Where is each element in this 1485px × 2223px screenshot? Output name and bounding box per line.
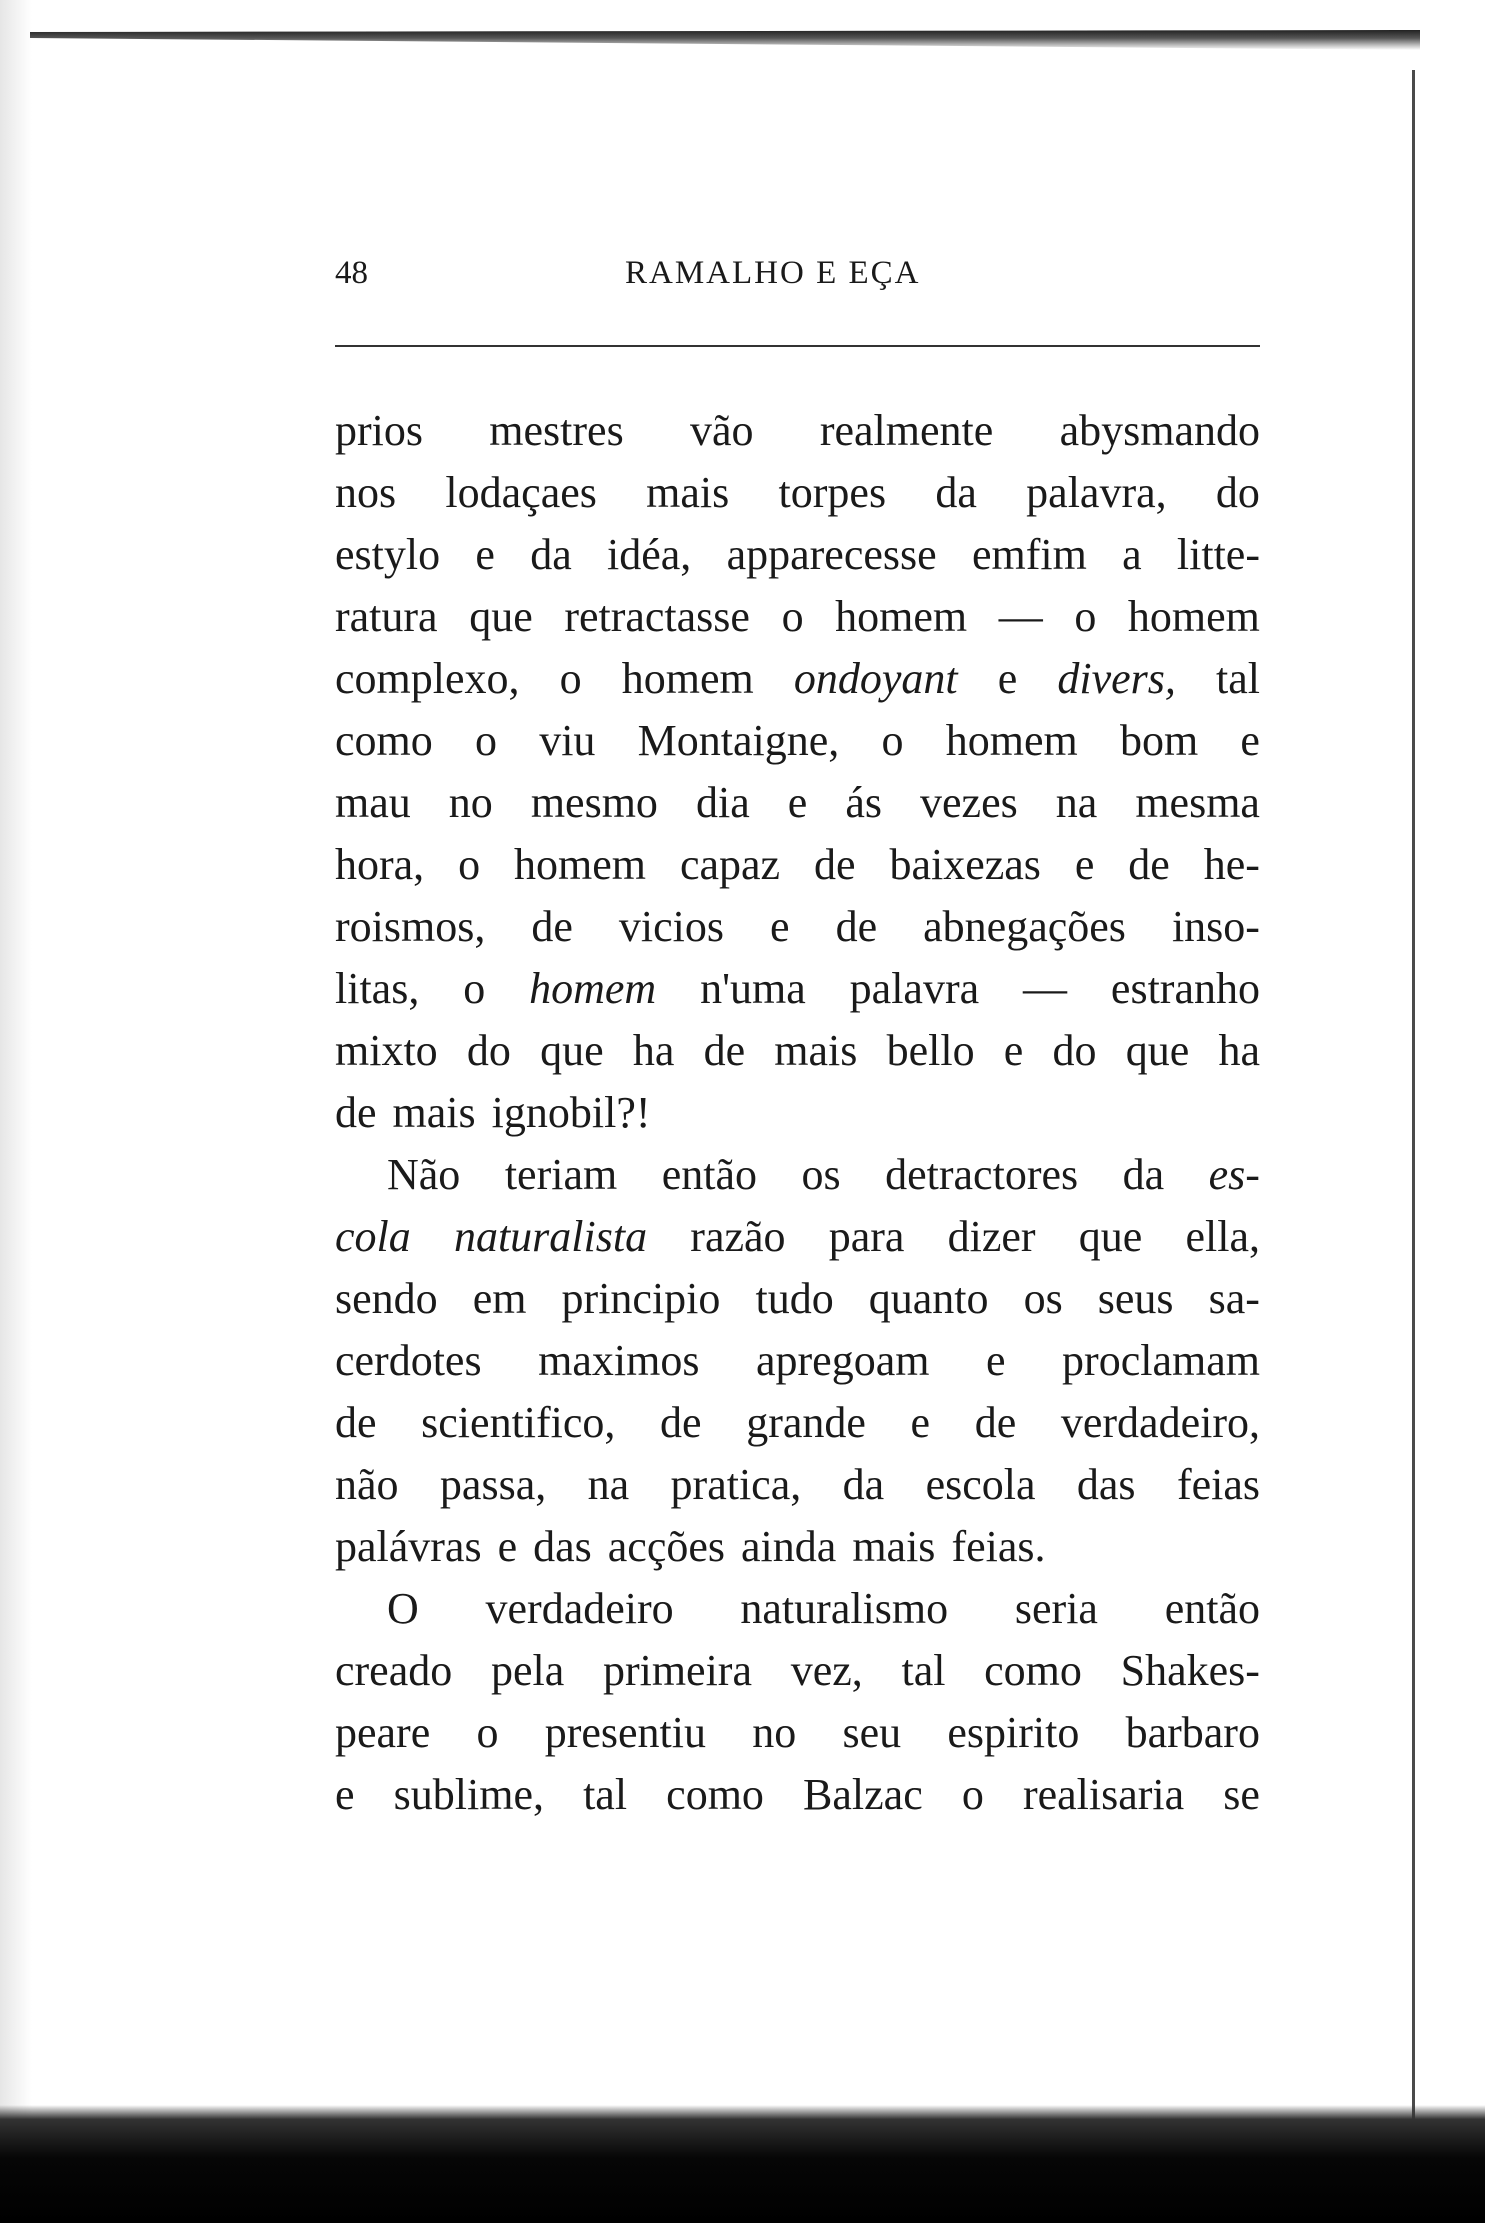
word: no bbox=[448, 778, 493, 827]
word: não bbox=[335, 1460, 399, 1509]
word: e bbox=[1240, 716, 1260, 765]
word: teriam bbox=[504, 1150, 618, 1199]
word: realisaria bbox=[1022, 1770, 1185, 1819]
word: da bbox=[530, 530, 572, 579]
word: lodaçaes bbox=[445, 468, 597, 517]
word: proclamam bbox=[1062, 1336, 1260, 1385]
word: barbaro bbox=[1125, 1708, 1260, 1757]
word: tudo bbox=[755, 1274, 834, 1323]
word: n'uma bbox=[700, 964, 806, 1013]
word: palávras bbox=[335, 1522, 482, 1571]
word: dia bbox=[695, 778, 750, 827]
word: de bbox=[813, 840, 856, 889]
word: litas, bbox=[335, 964, 420, 1013]
word: então bbox=[661, 1150, 757, 1199]
word: vez, bbox=[790, 1646, 863, 1695]
word: passa, bbox=[439, 1460, 547, 1509]
text-line bbox=[335, 648, 1260, 710]
italic-word: es- bbox=[1208, 1150, 1260, 1199]
word: he- bbox=[1203, 840, 1260, 889]
word: espirito bbox=[947, 1708, 1080, 1757]
text-line bbox=[335, 400, 1260, 462]
word: o bbox=[781, 592, 804, 641]
word: de bbox=[660, 1398, 702, 1447]
word: abysmando bbox=[1059, 406, 1260, 455]
header-rule bbox=[335, 345, 1260, 347]
word: tal bbox=[583, 1770, 628, 1819]
word: das bbox=[533, 1522, 592, 1571]
text-line bbox=[335, 1454, 1260, 1516]
word: e bbox=[997, 654, 1018, 703]
text-line bbox=[335, 772, 1260, 834]
italic-word: naturalista bbox=[453, 1212, 648, 1261]
word: escola bbox=[925, 1460, 1036, 1509]
word: Balzac bbox=[803, 1770, 923, 1819]
word: que bbox=[540, 1026, 604, 1075]
word: Montaigne, bbox=[637, 716, 840, 765]
word: e bbox=[475, 530, 495, 579]
word: como bbox=[984, 1646, 1082, 1695]
word: e bbox=[335, 1770, 355, 1819]
word: apregoam bbox=[755, 1336, 930, 1385]
word: apparecesse bbox=[726, 530, 937, 579]
word: o bbox=[474, 716, 497, 765]
scan-top-edge bbox=[30, 30, 1420, 50]
word: vicios bbox=[618, 902, 725, 951]
word: retractasse bbox=[564, 592, 750, 641]
text-line bbox=[335, 1020, 1260, 1082]
word: detractores bbox=[885, 1150, 1079, 1199]
italic-word: cola bbox=[335, 1212, 411, 1261]
text-line bbox=[335, 1764, 1260, 1826]
word: bello bbox=[886, 1026, 975, 1075]
word: mais bbox=[774, 1026, 858, 1075]
text-line bbox=[335, 710, 1260, 772]
word: do bbox=[1215, 468, 1260, 517]
word: homem bbox=[514, 840, 647, 889]
word: vão bbox=[690, 406, 754, 455]
text-line bbox=[335, 1206, 1260, 1268]
word: o bbox=[559, 654, 582, 703]
word: abnegações bbox=[923, 902, 1126, 951]
word: primeira bbox=[602, 1646, 752, 1695]
word: vezes bbox=[920, 778, 1018, 827]
italic-word: ondoyant bbox=[793, 654, 958, 703]
word: verdadeiro bbox=[485, 1584, 674, 1633]
word: ha bbox=[1218, 1026, 1260, 1075]
word: do bbox=[1052, 1026, 1097, 1075]
text-line bbox=[335, 1578, 1260, 1640]
word: mesmo bbox=[530, 778, 658, 827]
word: homem bbox=[621, 654, 754, 703]
word: de bbox=[703, 1026, 746, 1075]
word: de bbox=[531, 902, 573, 951]
text-line bbox=[335, 524, 1260, 586]
text-line bbox=[335, 1640, 1260, 1702]
word: cerdotes bbox=[335, 1336, 482, 1385]
word: ignobil?! bbox=[491, 1088, 651, 1137]
word: tal bbox=[901, 1646, 946, 1695]
word: o bbox=[476, 1708, 499, 1757]
word: torpes bbox=[778, 468, 887, 517]
text-line bbox=[335, 1516, 1260, 1578]
text-line bbox=[335, 1330, 1260, 1392]
word: na bbox=[587, 1460, 630, 1509]
text-line bbox=[335, 462, 1260, 524]
word: — bbox=[998, 592, 1043, 641]
word: pratica, bbox=[670, 1460, 802, 1509]
word: litte- bbox=[1176, 530, 1260, 579]
word: em bbox=[472, 1274, 527, 1323]
word: do bbox=[466, 1026, 511, 1075]
word: de bbox=[974, 1398, 1017, 1447]
word: sendo bbox=[335, 1274, 438, 1323]
word: homem bbox=[945, 716, 1078, 765]
word: mestres bbox=[489, 406, 624, 455]
text-line bbox=[335, 958, 1260, 1020]
text-line bbox=[335, 1082, 1260, 1144]
word: e bbox=[985, 1336, 1006, 1385]
word: homem bbox=[1127, 592, 1260, 641]
word: mais bbox=[852, 1522, 936, 1571]
word: da bbox=[842, 1460, 885, 1509]
italic-word: homem bbox=[529, 964, 657, 1013]
running-head bbox=[335, 248, 1265, 298]
text-line bbox=[335, 1702, 1260, 1764]
text-line bbox=[335, 1392, 1260, 1454]
word: idéa, bbox=[607, 530, 692, 579]
word: hora, bbox=[335, 840, 425, 889]
word: que bbox=[469, 592, 533, 641]
word: então bbox=[1164, 1584, 1260, 1633]
word: realmente bbox=[819, 406, 994, 455]
word: que bbox=[1078, 1212, 1143, 1261]
word: ainda bbox=[741, 1522, 837, 1571]
word: feias. bbox=[951, 1522, 1046, 1571]
text-line bbox=[335, 1268, 1260, 1330]
word: e bbox=[787, 778, 808, 827]
word: como bbox=[666, 1770, 764, 1819]
word: prios bbox=[335, 406, 423, 455]
word: e bbox=[910, 1398, 931, 1447]
word: ás bbox=[845, 778, 882, 827]
word: pela bbox=[490, 1646, 565, 1695]
word: de bbox=[835, 902, 878, 951]
word: inso- bbox=[1171, 902, 1260, 951]
word: palavra bbox=[849, 964, 980, 1013]
word: homem bbox=[835, 592, 968, 641]
word: acções bbox=[607, 1522, 726, 1571]
word: — bbox=[1023, 964, 1068, 1013]
word: Shakes- bbox=[1120, 1646, 1260, 1695]
word: estylo bbox=[335, 530, 441, 579]
word: na bbox=[1055, 778, 1098, 827]
word: os bbox=[1023, 1274, 1063, 1323]
word: nos bbox=[335, 468, 397, 517]
word: ratura bbox=[335, 592, 438, 641]
word: de bbox=[1128, 840, 1170, 889]
word: ella, bbox=[1185, 1212, 1260, 1261]
word: o bbox=[881, 716, 904, 765]
word: baixezas bbox=[889, 840, 1041, 889]
scan-left-shadow bbox=[0, 0, 32, 2223]
word: bom bbox=[1119, 716, 1199, 765]
word: mixto bbox=[335, 1026, 438, 1075]
word: viu bbox=[539, 716, 596, 765]
body-text bbox=[335, 400, 1260, 1826]
word: palavra, bbox=[1026, 468, 1167, 517]
scan-bottom-edge bbox=[0, 2105, 1485, 2223]
word: ha bbox=[632, 1026, 675, 1075]
word: presentiu bbox=[544, 1708, 707, 1757]
text-line bbox=[335, 586, 1260, 648]
word: e bbox=[1003, 1026, 1024, 1075]
word: maximos bbox=[538, 1336, 700, 1385]
word: complexo, bbox=[335, 654, 520, 703]
word: da bbox=[1122, 1150, 1165, 1199]
word: a bbox=[1122, 530, 1142, 579]
word: razão bbox=[690, 1212, 786, 1261]
word: que bbox=[1125, 1026, 1190, 1075]
word: grande bbox=[746, 1398, 866, 1447]
word: sa- bbox=[1208, 1274, 1260, 1323]
word: O bbox=[387, 1584, 419, 1633]
word: no bbox=[752, 1708, 797, 1757]
word: o bbox=[1074, 592, 1097, 641]
word: feias bbox=[1176, 1460, 1260, 1509]
text-line bbox=[335, 834, 1260, 896]
word: tal bbox=[1215, 654, 1260, 703]
word: naturalismo bbox=[740, 1584, 949, 1633]
word: peare bbox=[335, 1708, 431, 1757]
word: da bbox=[935, 468, 977, 517]
word: verdadeiro, bbox=[1060, 1398, 1260, 1447]
scan-right-edge bbox=[1412, 70, 1415, 2140]
word: e bbox=[1074, 840, 1095, 889]
word: o bbox=[458, 840, 481, 889]
word: Não bbox=[387, 1150, 461, 1199]
word: os bbox=[801, 1150, 841, 1199]
word: e bbox=[497, 1522, 518, 1571]
word: o bbox=[463, 964, 486, 1013]
word: emfim bbox=[971, 530, 1087, 579]
word: mesma bbox=[1135, 778, 1260, 827]
word: seu bbox=[842, 1708, 902, 1757]
word: das bbox=[1076, 1460, 1136, 1509]
word: se bbox=[1223, 1770, 1260, 1819]
word: para bbox=[828, 1212, 905, 1261]
word: o bbox=[961, 1770, 984, 1819]
italic-word: divers, bbox=[1057, 654, 1176, 703]
word: capaz bbox=[679, 840, 781, 889]
word: dizer bbox=[947, 1212, 1036, 1261]
running-title: RAMALHO E EÇA bbox=[625, 255, 921, 291]
word: roismos, bbox=[335, 902, 486, 951]
word: de bbox=[335, 1398, 377, 1447]
word: e bbox=[770, 902, 790, 951]
word: seria bbox=[1014, 1584, 1098, 1633]
word: como bbox=[335, 716, 433, 765]
word: seus bbox=[1097, 1274, 1174, 1323]
word: estranho bbox=[1110, 964, 1260, 1013]
word: sublime, bbox=[393, 1770, 544, 1819]
word: mau bbox=[335, 778, 411, 827]
word: quanto bbox=[868, 1274, 989, 1323]
word: principio bbox=[561, 1274, 721, 1323]
word: mais bbox=[392, 1088, 476, 1137]
text-line bbox=[335, 1144, 1260, 1206]
word: de bbox=[335, 1088, 377, 1137]
text-line bbox=[335, 896, 1260, 958]
word: creado bbox=[335, 1646, 453, 1695]
word: scientifico, bbox=[421, 1398, 616, 1447]
word: mais bbox=[646, 468, 730, 517]
page-number: 48 bbox=[335, 255, 368, 291]
